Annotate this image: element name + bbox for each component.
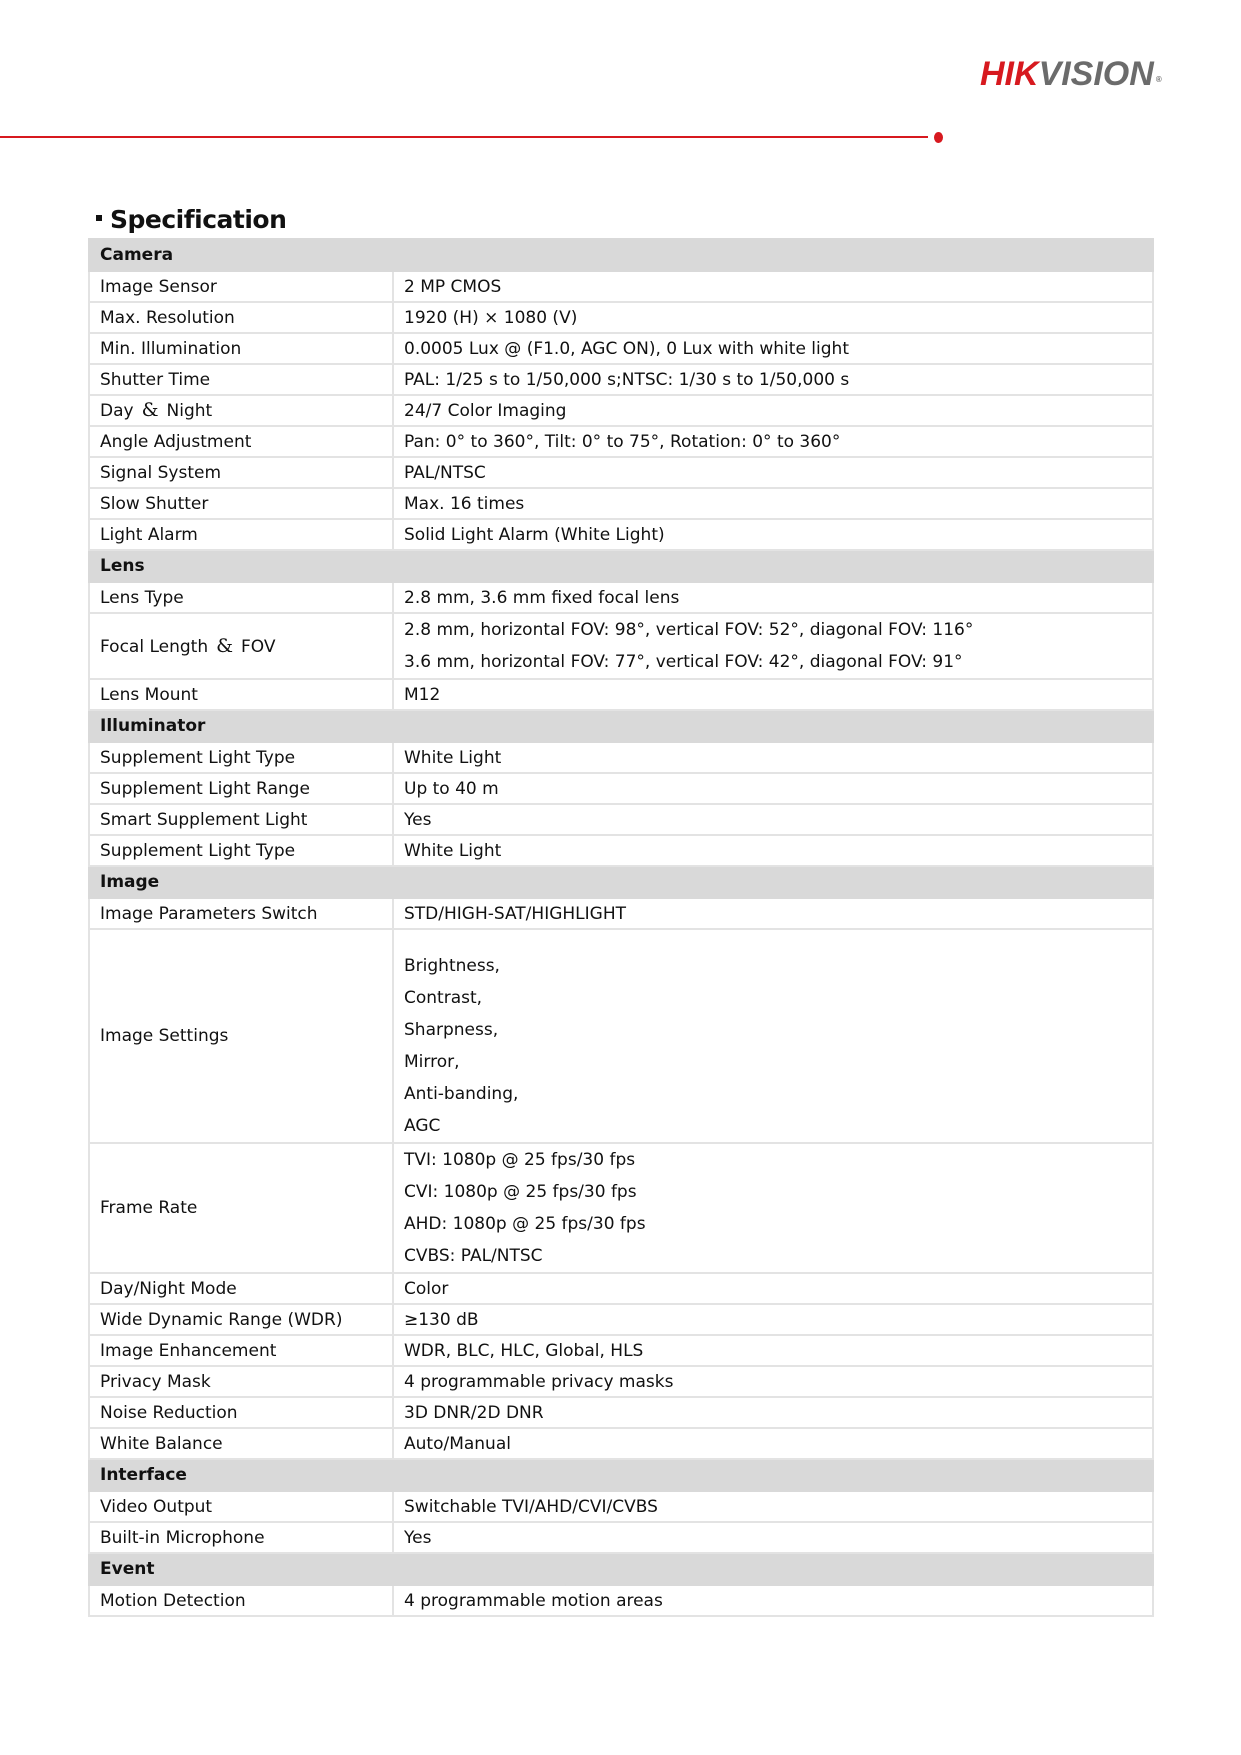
spec-value: 1920 (H) × 1080 (V) xyxy=(393,302,1153,333)
spec-value: Yes xyxy=(393,1522,1153,1553)
spec-label: Motion Detection xyxy=(89,1585,393,1616)
ampersand: & xyxy=(216,634,234,657)
spec-label: Video Output xyxy=(89,1491,393,1522)
spec-row xyxy=(89,1335,1153,1366)
registered-mark: ® xyxy=(1155,75,1162,84)
spec-row xyxy=(89,1366,1153,1397)
spec-value: ≥130 dB xyxy=(393,1304,1153,1335)
spec-label: Day/Night Mode xyxy=(89,1273,393,1304)
spec-value-line: Sharpness, xyxy=(404,1020,499,1040)
header-divider-line xyxy=(0,136,928,138)
spec-label: Wide Dynamic Range (WDR) xyxy=(89,1304,393,1335)
spec-value: WDR, BLC, HLC, Global, HLS xyxy=(393,1335,1153,1366)
spec-value: STD/HIGH-SAT/HIGHLIGHT xyxy=(393,898,1153,929)
section-header-row xyxy=(89,239,1153,271)
spec-value-line: 3.6 mm, horizontal FOV: 77°, vertical FOV: 42°, diagonal FOV: 91° xyxy=(404,652,963,672)
spec-value: 4 programmable motion areas xyxy=(393,1585,1153,1616)
spec-row xyxy=(89,271,1153,302)
spec-label: Min. Illumination xyxy=(89,333,393,364)
spec-row xyxy=(89,742,1153,773)
spec-value: 2.8 mm, 3.6 mm fixed focal lens xyxy=(393,582,1153,613)
section-title: Illuminator xyxy=(89,710,1153,742)
spec-value: White Light xyxy=(393,742,1153,773)
spec-value-line: Contrast, xyxy=(404,988,483,1008)
spec-row xyxy=(89,929,1153,1143)
spec-value: PAL/NTSC xyxy=(393,457,1153,488)
page-title xyxy=(96,204,286,236)
spec-row xyxy=(89,1428,1153,1459)
label-part: FOV xyxy=(241,636,276,657)
spec-label xyxy=(89,395,393,426)
spec-label: Supplement Light Type xyxy=(89,835,393,866)
spec-value xyxy=(393,613,1153,679)
spec-row xyxy=(89,613,1153,679)
spec-value: 24/7 Color Imaging xyxy=(393,395,1153,426)
spec-row xyxy=(89,519,1153,550)
bullet-icon xyxy=(96,215,102,221)
section-header-row xyxy=(89,1553,1153,1585)
spec-row xyxy=(89,1143,1153,1273)
spec-row xyxy=(89,898,1153,929)
spec-value-line: Brightness, xyxy=(404,956,500,976)
spec-value: Color xyxy=(393,1273,1153,1304)
spec-value: 3D DNR/2D DNR xyxy=(393,1397,1153,1428)
section-title: Image xyxy=(89,866,1153,898)
spec-value: Pan: 0° to 360°, Tilt: 0° to 75°, Rotation: 0° to 360° xyxy=(393,426,1153,457)
label-part: Focal Length xyxy=(100,636,209,657)
spec-label: Image Settings xyxy=(89,929,393,1143)
spec-row xyxy=(89,426,1153,457)
spec-label: Image Parameters Switch xyxy=(89,898,393,929)
spec-value-line: AHD: 1080p @ 25 fps/30 fps xyxy=(404,1214,646,1234)
spec-row xyxy=(89,395,1153,426)
section-title: Event xyxy=(89,1553,1153,1585)
section-title: Lens xyxy=(89,550,1153,582)
spec-value: 4 programmable privacy masks xyxy=(393,1366,1153,1397)
page-title-text: Specification xyxy=(110,205,287,234)
section-title: Interface xyxy=(89,1459,1153,1491)
label-part: Night xyxy=(166,401,213,421)
spec-value-line: CVI: 1080p @ 25 fps/30 fps xyxy=(404,1182,637,1202)
spec-label: Privacy Mask xyxy=(89,1366,393,1397)
spec-value: 2 MP CMOS xyxy=(393,271,1153,302)
section-header-row xyxy=(89,1459,1153,1491)
section-title: Camera xyxy=(89,239,1153,271)
spec-label: Slow Shutter xyxy=(89,488,393,519)
spec-row xyxy=(89,1522,1153,1553)
spec-value xyxy=(393,929,1153,1143)
spec-label: Image Enhancement xyxy=(89,1335,393,1366)
spec-value-line: AGC xyxy=(404,1116,441,1136)
spec-row xyxy=(89,302,1153,333)
spec-label xyxy=(89,613,393,679)
spec-label: Max. Resolution xyxy=(89,302,393,333)
spec-value-line: Mirror, xyxy=(404,1052,460,1072)
spec-label: Built-in Microphone xyxy=(89,1522,393,1553)
spec-row xyxy=(89,582,1153,613)
spec-value-line: CVBS: PAL/NTSC xyxy=(404,1246,543,1266)
spec-row xyxy=(89,364,1153,395)
spec-value: Max. 16 times xyxy=(393,488,1153,519)
spec-row xyxy=(89,1273,1153,1304)
spec-label: Frame Rate xyxy=(89,1143,393,1273)
ampersand: & xyxy=(141,399,159,421)
spec-row xyxy=(89,804,1153,835)
spec-row xyxy=(89,488,1153,519)
specification-table xyxy=(88,238,1154,1617)
spec-label: Light Alarm xyxy=(89,519,393,550)
spec-row xyxy=(89,679,1153,710)
spec-label: Lens Mount xyxy=(89,679,393,710)
header-divider-dot xyxy=(934,132,943,143)
section-header-row xyxy=(89,866,1153,898)
spec-label: Noise Reduction xyxy=(89,1397,393,1428)
spec-label: Supplement Light Range xyxy=(89,773,393,804)
spec-label: Image Sensor xyxy=(89,271,393,302)
spec-row xyxy=(89,333,1153,364)
spec-row xyxy=(89,773,1153,804)
spec-value: Yes xyxy=(393,804,1153,835)
spec-value-line: 2.8 mm, horizontal FOV: 98°, vertical FOV: 52°, diagonal FOV: 116° xyxy=(404,620,974,640)
label-part: Day xyxy=(100,401,134,421)
spec-label: White Balance xyxy=(89,1428,393,1459)
spec-value-line: Anti-banding, xyxy=(404,1084,519,1104)
spec-value-line: TVI: 1080p @ 25 fps/30 fps xyxy=(404,1150,636,1170)
spec-label: Supplement Light Type xyxy=(89,742,393,773)
spec-label: Signal System xyxy=(89,457,393,488)
spec-row xyxy=(89,1397,1153,1428)
section-header-row xyxy=(89,710,1153,742)
spec-value xyxy=(393,1143,1153,1273)
spec-value: Solid Light Alarm (White Light) xyxy=(393,519,1153,550)
spec-label: Lens Type xyxy=(89,582,393,613)
spec-row xyxy=(89,1491,1153,1522)
spec-label: Smart Supplement Light xyxy=(89,804,393,835)
logo-text-gray: VISION xyxy=(1038,55,1154,93)
spec-value: M12 xyxy=(393,679,1153,710)
spec-row xyxy=(89,835,1153,866)
hikvision-logo xyxy=(980,54,1160,94)
spec-value: Auto/Manual xyxy=(393,1428,1153,1459)
spec-value: Up to 40 m xyxy=(393,773,1153,804)
spec-value: White Light xyxy=(393,835,1153,866)
spec-value: Switchable TVI/AHD/CVI/CVBS xyxy=(393,1491,1153,1522)
spec-label: Shutter Time xyxy=(89,364,393,395)
spec-row xyxy=(89,1585,1153,1616)
spec-row xyxy=(89,457,1153,488)
spec-value: 0.0005 Lux @ (F1.0, AGC ON), 0 Lux with white light xyxy=(393,333,1153,364)
section-header-row xyxy=(89,550,1153,582)
spec-row xyxy=(89,1304,1153,1335)
spec-value: PAL: 1/25 s to 1/50,000 s;NTSC: 1/30 s to 1/50,000 s xyxy=(393,364,1153,395)
logo-text-red: HIK xyxy=(980,55,1039,93)
spec-label: Angle Adjustment xyxy=(89,426,393,457)
